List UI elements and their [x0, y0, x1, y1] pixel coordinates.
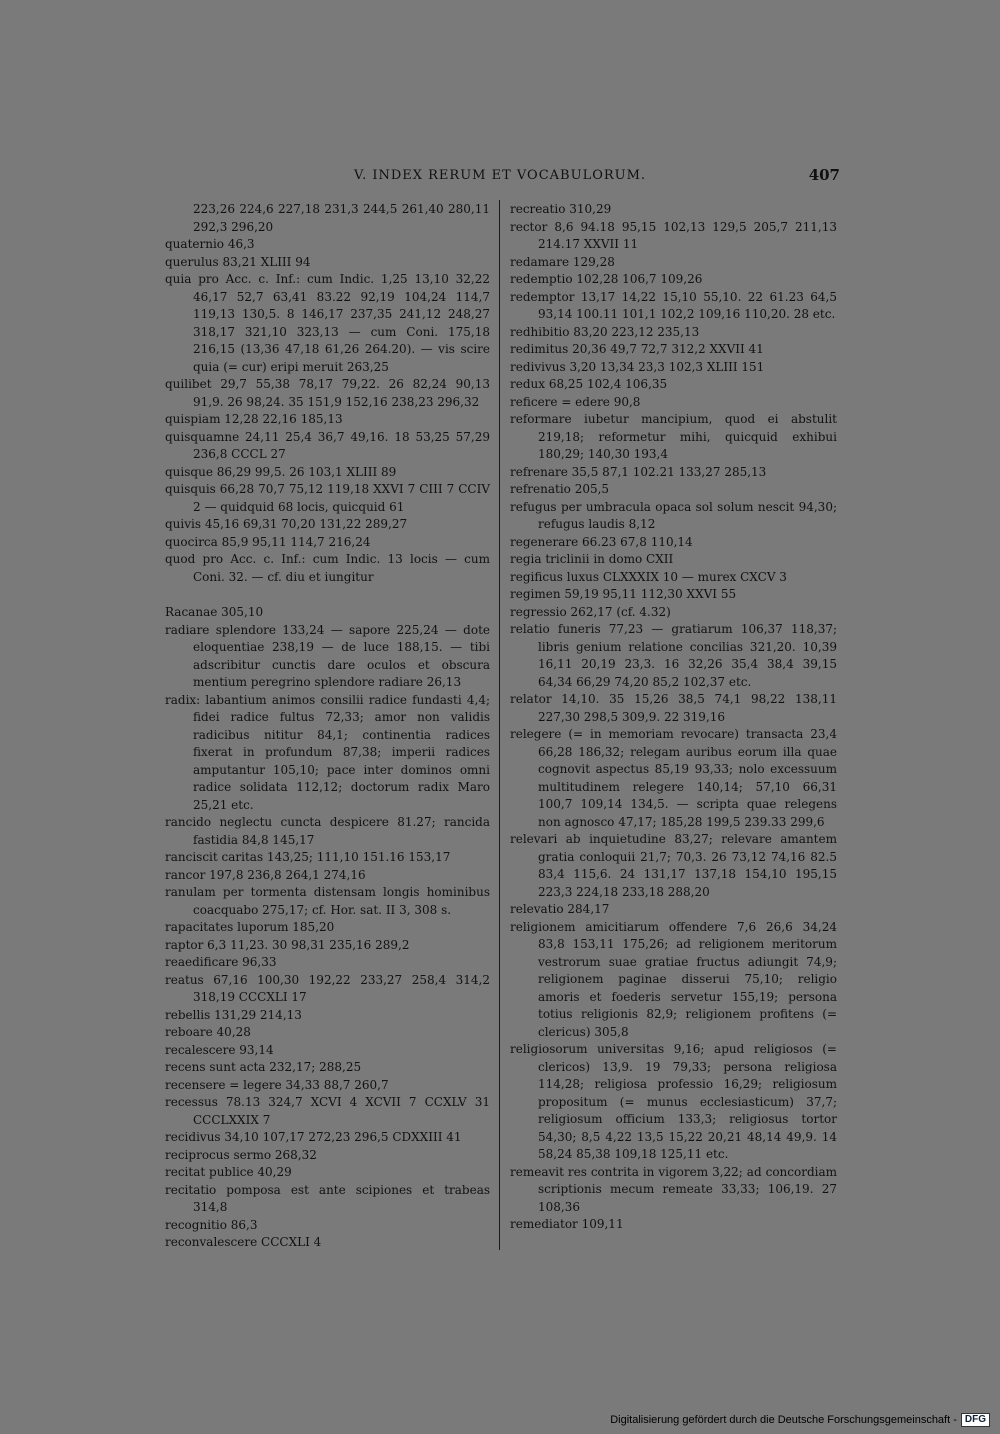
index-entry: rector 8,6 94.18 95,15 102,13 129,5 205,7 211,13 214.17 XXVII 11 [510, 219, 837, 251]
index-entry: quispiam 12,28 22,16 185,13 [165, 412, 343, 426]
footer-text: Digitalisierung gefördert durch die Deutsche Forschungsgemeinschaft - [610, 1414, 957, 1426]
column-divider [499, 200, 500, 1250]
index-entry: relatio funeris 77,23 — gratiarum 106,37 118,37; libris genium relatione concilias 321,20. 10,39 16,11 20,19 23,3. 16 32,26 35,4 38,4 39,15 64,34 66,29 74,20 85,2 102,37 etc. [510, 622, 837, 689]
footer-credit [610, 1412, 990, 1428]
index-entry: querulus 83,21 XLIII 94 [165, 254, 311, 269]
index-entry: redhibitio 83,20 223,12 235,13 [510, 324, 700, 339]
running-header [160, 164, 840, 188]
index-entry: reficere = edere 90,8 [510, 394, 641, 409]
index-entry: recensere = legere 34,33 88,7 260,7 [165, 1077, 389, 1092]
index-entry: regimen 59,19 95,11 112,30 XXVI 55 [510, 587, 737, 601]
index-entry: relevari ab inquietudine 83,27; relevare amantem gratia conloquii 21,7; 70,3. 26 73,12 74,16 82.5 83,4 115,6. 24 131,17 137,18 154,10 195,15 223,3 224,18 233,18 288,20 [510, 832, 837, 899]
index-entry: reboare 40,28 [165, 1025, 251, 1039]
dfg-logo-icon: DFG [961, 1413, 990, 1427]
index-entry: reaedificare 96,33 [165, 955, 277, 969]
index-entry: redux 68,25 102,4 106,35 [510, 377, 668, 391]
index-column-left [165, 201, 490, 1252]
index-entry: rapacitates luporum 185,20 [165, 920, 335, 934]
index-entry: redemptor 13,17 14,22 15,10 55,10. 22 61.23 64,5 93,14 100.11 101,1 102,2 109,16 110,20. 28 etc. [510, 289, 837, 321]
index-entry: recidivus 34,10 107,17 272,23 296,5 CDXXIII 41 [165, 1130, 462, 1144]
index-entry: ranciscit caritas 143,25; 111,10 151.16 153,17 [165, 850, 451, 864]
index-entry: reformare iubetur mancipium, quod ei abstulit 219,18; reformetur mihi, quicquid exhibui 180,29; 140,30 193,4 [510, 412, 837, 461]
index-entry: quilibet 29,7 55,38 78,17 79,22. 26 82,24 90,13 91,9. 26 98,24. 35 151,9 152,16 238,23 296,32 [165, 377, 490, 409]
index-entry: refrenare 35,5 87,1 102.21 133,27 285,13 [510, 464, 767, 479]
index-entry: redemptio 102,28 106,7 109,26 [510, 272, 703, 286]
index-entry: quivis 45,16 69,31 70,20 131,22 289,27 [165, 517, 408, 531]
index-entry: radiare splendore 133,24 — sapore 225,24 — dote eloquentiae 238,19 — de luce 188,15. — tibi adscribitur cunctis dare oculos et obscura mentium peregrino splendore radiare 26,13 [165, 622, 490, 689]
index-entry: quisquamne 24,11 25,4 36,7 49,16. 18 53,25 57,29 236,8 CCCL 27 [165, 429, 490, 461]
section-gap [165, 586, 490, 604]
index-entry: recessus 78.13 324,7 XCVI 4 XCVII 7 CCXLV 31 CCCLXXIX 7 [165, 1095, 490, 1127]
index-entry: recreatio 310,29 [510, 202, 612, 216]
index-entry: redivivus 3,20 13,34 23,3 102,3 XLIII 151 [510, 359, 765, 374]
index-entry: raptor 6,3 11,23. 30 98,31 235,16 289,2 [165, 937, 410, 952]
index-entry: quocirca 85,9 95,11 114,7 216,24 [165, 534, 371, 549]
index-entry: recens sunt acta 232,17; 288,25 [165, 1060, 362, 1074]
index-entry: reconvalescere CCCXLI 4 [165, 1235, 322, 1249]
index-entry: radix: labantium animos consilii radice fundasti 4,4; fidei radice fultus 72,33; amor non validis radicibus nititur 84,1; continentia radices fixerat in profundum 87,38; imperii radices amputantur 105,10; pace inter dominos omni radice solidata 112,12; doctorum radix Maro 25,21 etc. [165, 692, 490, 812]
index-entry: reatus 67,16 100,30 192,22 233,27 258,4 314,2 318,19 CCCXLI 17 [165, 972, 490, 1004]
index-entry: rancido neglectu cuncta despicere 81.27; rancida fastidia 84,8 145,17 [165, 815, 490, 847]
index-entry: ranulam per tormenta distensam longis hominibus coacquabo 275,17; cf. Hor. sat. II 3, 308 s. [165, 885, 490, 917]
index-entry: 223,26 224,6 227,18 231,3 244,5 261,40 280,11 292,3 296,20 [193, 202, 490, 234]
index-entry: relegere (= in memoriam revocare) transacta 23,4 66,28 186,32; relegam auribus eorum illa quae cognovit aspectus 85,19 93,33; nolo excessuum multitudinem relegere 140,14; 57,10 66,31 100,7 109,14 134,5. — scripta quae relegens non agnosco 47,17; 185,28 199,5 239.33 299,6 [510, 727, 837, 829]
page-number: 407 [808, 166, 840, 184]
index-entry: quisquis 66,28 70,7 75,12 119,18 XXVI 7 CIII 7 CCIV 2 — quidquid 68 locis, quicquid 61 [165, 482, 490, 514]
index-entry: quia pro Acc. c. Inf.: cum Indic. 1,25 13,10 32,22 46,17 52,7 63,41 83.22 92,19 104,24 114,7 119,13 130,5. 8 146,17 237,35 241,12 248,27 318,17 321,10 323,13 — cum Coni. 175,18 216,15 (13,36 47,18 61,26 264.20). — vis scire quia (= cur) eripi meruit 263,25 [165, 272, 490, 374]
index-entry: recitat publice 40,29 [165, 1165, 292, 1179]
index-entry: remediator 109,11 [510, 1217, 624, 1231]
index-entry: refrenatio 205,5 [510, 482, 610, 496]
index-entry: rancor 197,8 236,8 264,1 274,16 [165, 867, 366, 882]
index-entry: remeavit res contrita in vigorem 3,22; ad concordiam scriptionis mecum remeate 33,33; 106,19. 27 108,36 [510, 1164, 837, 1214]
index-entry: rebellis 131,29 214,13 [165, 1007, 302, 1022]
index-entry: regificus luxus CLXXXIX 10 — murex CXCV 3 [510, 569, 787, 584]
index-entry: religionem amicitiarum offendere 7,6 26,6 34,24 83,8 153,11 175,26; ad religionem meritorum vestrorum suae gratiae fructus adiungit 74,9; religionem paginae disserui 75,10; religio amoris et foederis servetur 155,19; persona totius religionis 82,9; religionem profitens (= clericus) 305,8 [510, 919, 837, 1039]
index-entry: quod pro Acc. c. Inf.: cum Indic. 13 locis — cum Coni. 32. — cf. diu et iungitur [165, 552, 490, 584]
index-entry: recitatio pomposa est ante scipiones et trabeas 314,8 [165, 1182, 490, 1214]
index-entry: redimitus 20,36 49,7 72,7 312,2 XXVII 41 [510, 342, 764, 356]
index-entry: regenerare 66.23 67,8 110,14 [510, 534, 693, 549]
index-entry: religiosorum universitas 9,16; apud religiosos (= clericos) 13,9. 19 79,33; persona religiosa 114,28; religiosa professio 16,29; religiosum propositum (= munus ecclesiasticum) 37,7; religiosum officium 133,3; religiosus tortor 54,30; 8,5 4,22 13,5 15,22 20,21 48,14 49,9. 14 58,24 85,38 109,18 125,11 etc. [510, 1042, 837, 1161]
index-entry: regressio 262,17 (cf. 4.32) [510, 604, 671, 619]
index-entry: relator 14,10. 35 15,26 38,5 74,1 98,22 138,11 227,30 298,5 309,9. 22 319,16 [510, 692, 837, 724]
running-title: V. INDEX RERUM ET VOCABULORUM. [353, 168, 647, 183]
index-entry: Racanae 305,10 [165, 605, 264, 619]
index-entry: refugus per umbracula opaca sol solum nescit 94,30; refugus laudis 8,12 [510, 499, 837, 531]
index-entry: recognitio 86,3 [165, 1217, 258, 1232]
index-entry: relevatio 284,17 [510, 902, 610, 916]
index-entry: recalescere 93,14 [165, 1042, 274, 1057]
index-entry: reciprocus sermo 268,32 [165, 1147, 317, 1162]
index-entry: redamare 129,28 [510, 254, 615, 269]
index-entry: quisque 86,29 99,5. 26 103,1 XLIII 89 [165, 464, 397, 479]
index-entry: quaternio 46,3 [165, 237, 255, 251]
index-entry: regia triclinii in domo CXII [510, 552, 674, 566]
index-column-right [510, 201, 837, 1234]
